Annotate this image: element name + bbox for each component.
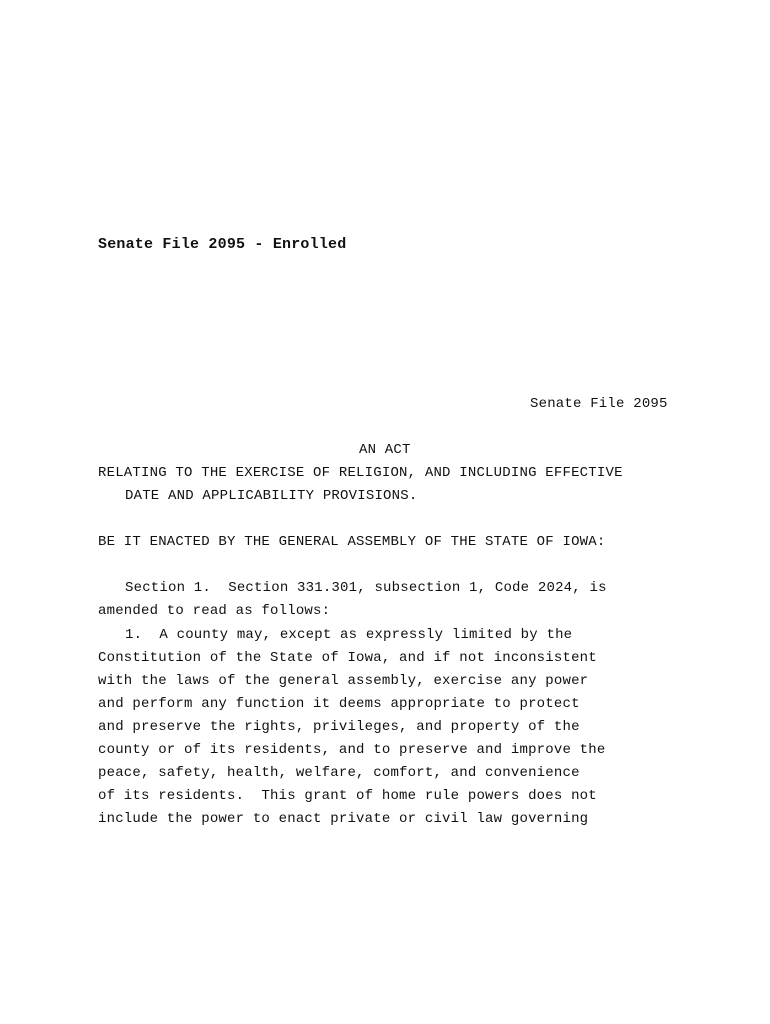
document-heading: Senate File 2095 - Enrolled	[98, 236, 347, 253]
body-line: Section 1. Section 331.301, subsection 1, Code 2024, is	[125, 580, 607, 596]
body-line: include the power to enact private or civil law governing	[98, 811, 589, 827]
body-line: of its residents. This grant of home rule powers does not	[98, 788, 597, 804]
body-line: Constitution of the State of Iowa, and if not inconsistent	[98, 650, 597, 666]
body-line: 1. A county may, except as expressly limited by the	[125, 627, 573, 643]
enacting-clause: BE IT ENACTED BY THE GENERAL ASSEMBLY OF THE STATE OF IOWA:	[98, 534, 606, 550]
body-line: with the laws of the general assembly, exercise any power	[98, 673, 589, 689]
body-line: and preserve the rights, privileges, and property of the	[98, 719, 580, 735]
body-line: amended to read as follows:	[98, 603, 331, 619]
relating-line-1: RELATING TO THE EXERCISE OF RELIGION, AND INCLUDING EFFECTIVE	[98, 465, 623, 481]
body-line: peace, safety, health, welfare, comfort, and convenience	[98, 765, 580, 781]
body-line: and perform any function it deems appropriate to protect	[98, 696, 580, 712]
body-line: county or of its residents, and to preserve and improve the	[98, 742, 606, 758]
act-title: AN ACT	[359, 442, 411, 458]
relating-line-2: DATE AND APPLICABILITY PROVISIONS.	[125, 488, 418, 504]
file-reference: Senate File 2095	[530, 396, 668, 412]
